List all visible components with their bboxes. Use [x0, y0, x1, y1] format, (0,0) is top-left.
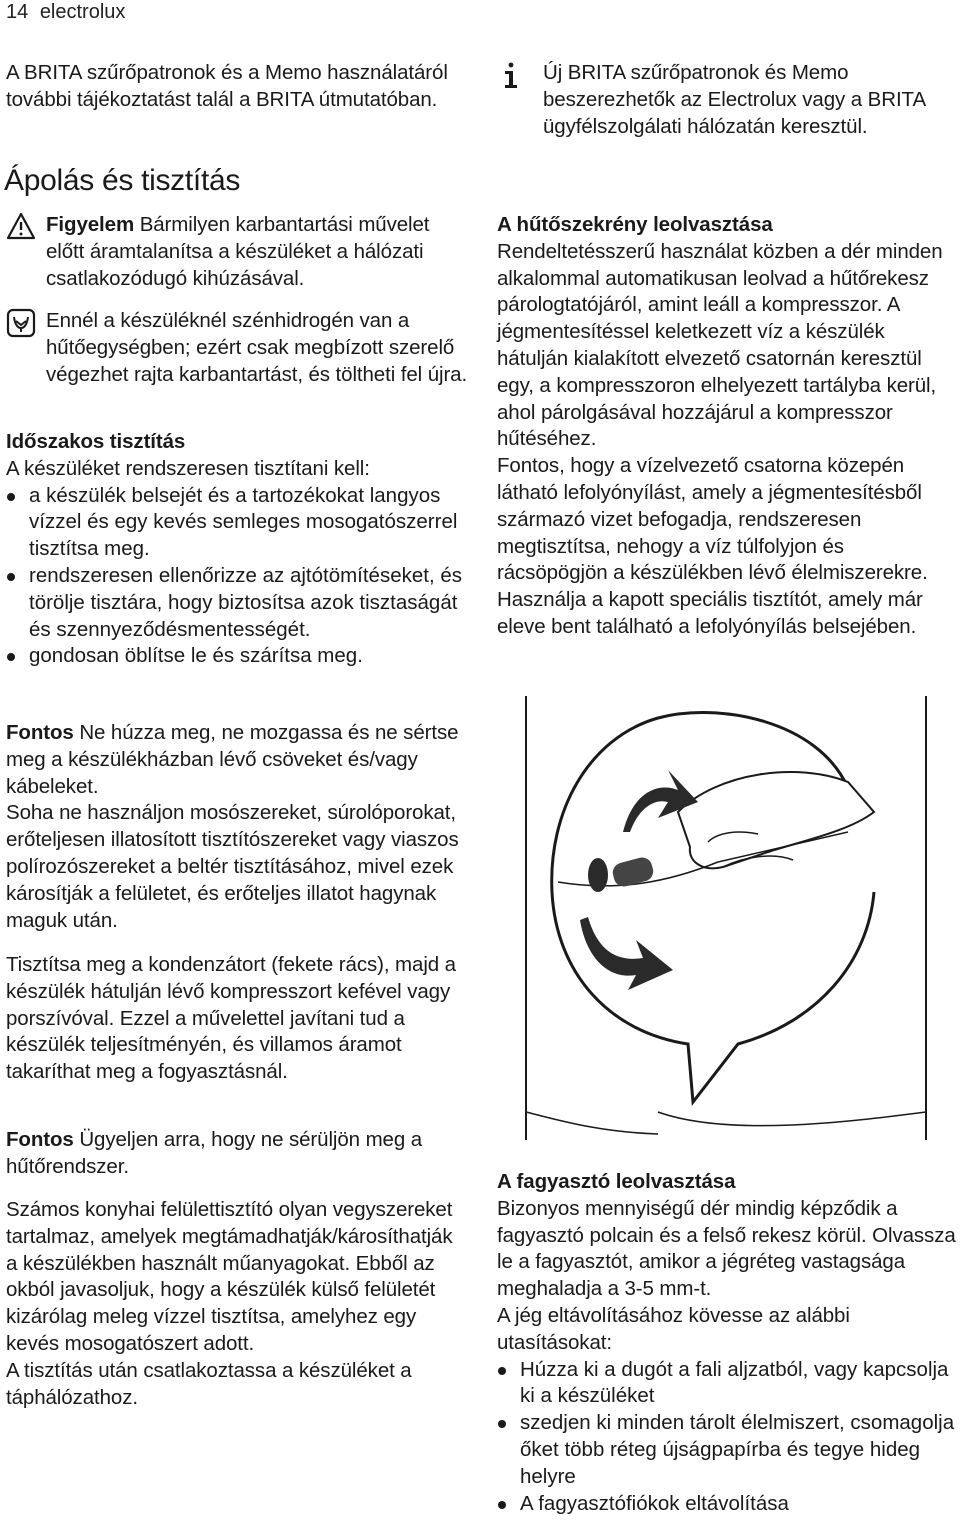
defrost-fridge-heading: A hűtőszekrény leolvasztása [497, 213, 773, 236]
important-body-2: Ügyeljen arra, hogy ne sérüljön meg a hűtőrendszer. [6, 1128, 423, 1178]
warning-block [6, 212, 472, 292]
important-body-1: Ne húzza meg, ne mozgassa és ne sértse meg a készülékházban lévő csöveket és/vagy kábeleket. [6, 721, 459, 798]
important-text-2 [6, 1127, 468, 1181]
list-item: a készülék belsejét és a tartozékokat langyos vízzel és egy kevés semleges mosogatószerrel tisztítsa meg. [6, 483, 472, 563]
defrost-fridge [497, 212, 959, 641]
important-label-2: Fontos [6, 1128, 74, 1151]
detergent-warning: Soha ne használjon mosószereket, súrolóporokat, erőteljesen illatosított tisztítószereket vagy viaszos polírozószereket a beltér tisztításához, mivel ezek károsítják a felületet, és erőteljes illatot hagynak maguk után. [6, 801, 459, 932]
periodic-heading: Időszakos tisztítás [6, 430, 186, 453]
reconnect-text: A tisztítás után csatlakoztassa a készüléket a táphálózathoz. [6, 1358, 412, 1409]
hydrocarbon-block [6, 308, 472, 388]
list-item: Húzza ki a dugót a fali aljzatból, vagy kapcsolja ki a készüléket [497, 1357, 959, 1411]
drain-cleaning-illustration [518, 692, 936, 1144]
drain-text: Fontos, hogy a vízelvezető csatorna közepén látható lefolyónyílást, amely a jégmentesítésből származó vizet befogadja, rendszeresen megtisztítsa, nehogy a víz túlfolyjon és rácsöpögjön a készülékben lévő élelmiszerekre. Használja a kapott speciális tisztítót, amely már eleve bent található a lefolyónyílás belsejében. [497, 454, 928, 638]
defrost-freezer [497, 1169, 959, 1517]
periodic-intro: A készüléket rendszeresen tisztítani kell: [6, 456, 370, 480]
cleaners-block [6, 1197, 468, 1411]
list-item: szedjen ki minden tárolt élelmiszert, csomagolja őket több réteg újságpapírba és tegye hideg helyre [497, 1410, 959, 1490]
list-item: rendszeresen ellenőrizze az ajtótömítéseket, és törölje tisztára, hogy biztosítsa azok tisztaságát és szennyeződésmentességét. [6, 563, 472, 643]
important-block-1 [6, 720, 468, 934]
warning-body: Bármilyen karbantartási művelet előtt áramtalanítsa a készüléket a hálózati csatlakozódugó kihúzásával. [46, 213, 430, 290]
info-note: Új BRITA szűrőpatronok és Memo beszerezhetők az Electrolux vagy a BRITA ügyfélszolgálati hálózatán keresztül. [543, 61, 925, 138]
page-number: 14 [6, 1, 29, 23]
list-item: gondosan öblítse le és szárítsa meg. [6, 643, 472, 670]
periodic-cleaning [6, 429, 472, 670]
hydrocarbon-note: Ennél a készüléknél szénhidrogén van a hűtőegységben; ezért csak megbízott szerelő végezhet rajta karbantartást, és töltheti fel újra. [46, 309, 468, 386]
defrost-fridge-text: Rendeltetésszerű használat közben a dér minden alkalommal automatikusan leolvad a hűtőrekesz párologtatójáról, amint leáll a kompresszor. A jégmentesítéssel keletkezett víz a készülék hátulján kialakított elvezető csatornán keresztül egy, a kompresszoron elhelyezett tartályba kerül, ahol párolgásával hozzájárul a kompresszor hűtéséhez. [497, 239, 943, 451]
defrost-steps-list [497, 1357, 959, 1518]
cleaners-text: Számos konyhai felülettisztító olyan vegyszereket tartalmaz, amelyek megtámadhatják/károsíthatják a készülékben használt műanyagokat. Ebből az okból javasoljuk, hogy a készülék külső felületét kizárólag meleg vízzel tisztítsa, amelyhez egy kevés mosogatószert adott. [6, 1198, 453, 1355]
info-block [497, 60, 959, 140]
condenser-text: Tisztítsa meg a kondenzátort (fekete rács), majd a készülék hátulján lévő kompresszort kefével vagy porszívóval. Ezzel a művelettel javítani tud a készülék teljesítményén, és villamos áramot takaríthat meg a fogyasztásnál. [6, 953, 456, 1084]
page-header [6, 0, 125, 24]
important-label-1: Fontos [6, 721, 74, 744]
important-text-1 [6, 720, 468, 800]
steps-intro: A jég eltávolításához kövesse az alábbi utasításokat: [497, 1303, 850, 1354]
section-title: Ápolás és tisztítás [4, 164, 241, 197]
brita-note: A BRITA szűrőpatronok és a Memo használatáról további tájékoztatást talál a BRITA útmutatóban. [6, 61, 448, 111]
environment-icon [6, 308, 46, 388]
list-item: A fagyasztófiókok eltávolítása [497, 1491, 959, 1518]
info-icon [497, 60, 543, 140]
brand-name: electrolux [39, 1, 126, 23]
warning-text [46, 212, 472, 292]
defrost-freezer-text: Bizonyos mennyiségű dér mindig képződik a fagyasztó polcain és a felső rekesz körül. Olvassza le a fagyasztót, amikor a jégréteg vastagsága meghaladja a 3-5 mm-t. [497, 1196, 956, 1301]
periodic-list [6, 483, 472, 671]
warning-label: Figyelem [46, 213, 135, 236]
warning-triangle-icon [6, 212, 46, 292]
defrost-freezer-heading: A fagyasztó leolvasztása [497, 1170, 736, 1193]
